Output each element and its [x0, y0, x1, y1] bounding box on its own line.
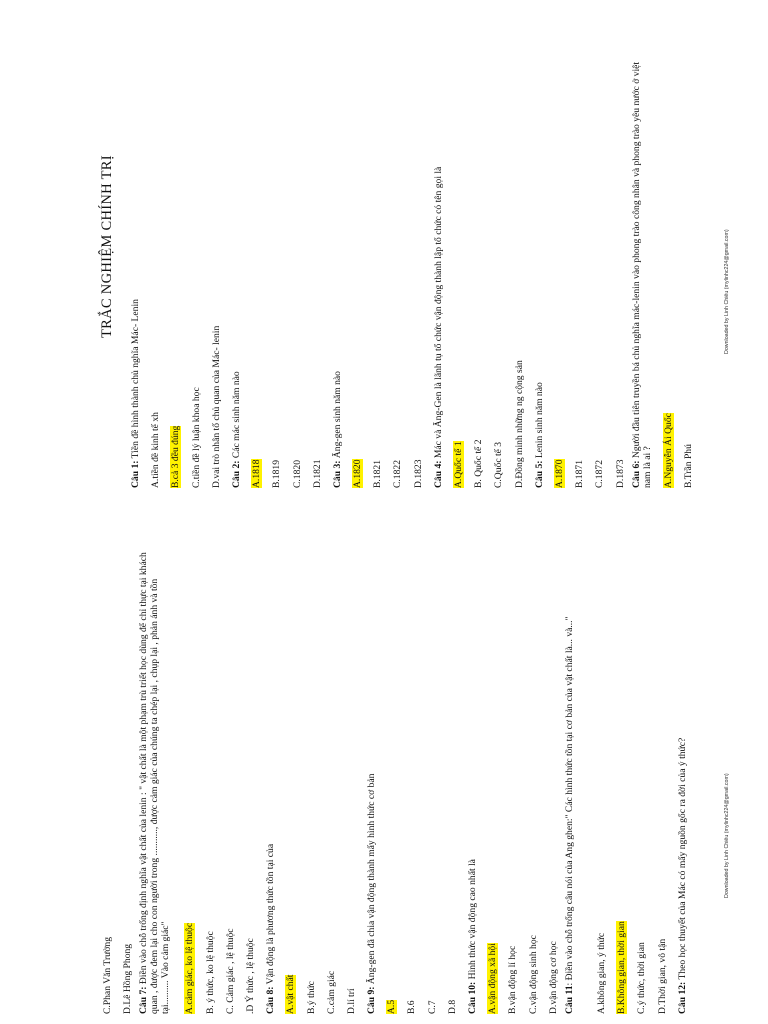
answer-option: [302, 534, 322, 1014]
answer-option: [611, 88, 631, 488]
answer-option-text: B. Quốc tế 2: [473, 439, 485, 488]
question: [429, 88, 449, 488]
answer-option-text: A.vật chất: [285, 974, 297, 1014]
answer-option-correct: [166, 88, 186, 488]
answer-option-text: C.Quốc tế 3: [493, 441, 505, 488]
answer-option-correct: [180, 534, 200, 1014]
answer-option-text: B.Trần Phú: [682, 444, 694, 488]
answer-option-text: B.1821: [372, 460, 384, 488]
answer-option-text: D.1873: [614, 459, 626, 488]
question-text: : Điền vào chỗ trống câu nói của Ang ghen:" Các hình thức tồn tại cơ bản của vật chất là... và...": [563, 616, 575, 986]
answer-option-correct: [659, 88, 679, 488]
answer-option: [423, 534, 443, 1014]
question: [631, 58, 657, 488]
question: [328, 88, 348, 488]
answer-option-text: B.1871: [574, 460, 586, 488]
right-page-content: [126, 61, 699, 488]
question: [138, 544, 174, 1014]
answer-option: [342, 534, 362, 1014]
answer-option-correct: [247, 88, 267, 488]
answer-option-text: A.vận động xã hội: [487, 943, 499, 1014]
answer-option-text: B. ý thức, ko lệ thuộc: [204, 931, 216, 1014]
answer-option-text: C.Phan Văn Trường: [102, 936, 113, 1014]
answer-option: [221, 534, 241, 1014]
question-number: Câu 11: [563, 985, 575, 1014]
answer-option: [503, 534, 523, 1014]
question-number: Câu 8:: [265, 986, 277, 1014]
question: [126, 88, 146, 488]
answer-option: [402, 534, 422, 1014]
question-number: Câu 10:: [467, 981, 478, 1014]
answer-option-text: D.8: [446, 999, 458, 1014]
answer-option: [592, 534, 612, 1014]
question-number: Câu 7:: [138, 986, 150, 1014]
footer-left: Downloaded by Linh Chiêu (mylinhc224@gmail.com): [724, 773, 730, 898]
answer-option-text: A.không gian, ý thức: [595, 932, 607, 1014]
question-text: Ăng-gen sinh năm nào: [331, 371, 343, 461]
answer-option-text: D.Lê Hồng Phong: [122, 943, 134, 1014]
answer-option-correct: [348, 88, 368, 488]
answer-option: [570, 88, 590, 488]
answer-option: [409, 88, 429, 488]
answer-option-text: A.1820: [352, 459, 364, 488]
question: [463, 534, 483, 1014]
question: [673, 534, 693, 1014]
answer-option: [241, 534, 261, 1014]
answer-option: [146, 88, 166, 488]
question-text: Theo học thuyết của Mác có mấy nguồn gốc ra đời của ý thức?: [676, 737, 688, 982]
question-number: Câu 9:: [366, 986, 378, 1014]
answer-option: [489, 88, 509, 488]
question-text: Tiền đề hình thành chủ nghĩa Mác- Lenin: [130, 299, 141, 461]
answer-option: [632, 534, 652, 1014]
answer-option-text: A.tiền đề kinh tế xh: [150, 412, 162, 488]
answer-option-text: C.1820: [291, 460, 303, 488]
question-text: Điền vào chỗ trống định nghĩa vật chất của lenin : " vật chất là một phạm trù triết học dùng để chỉ thực tại khách quan , được đem lại cho con người trong ..........., được cảm giác của chúng ta chép lại , chụp lại , phản ánh và tồn tại.......... Vào cảm giác": [138, 552, 172, 1014]
question-text: Mác và Ăng-Gen là lãnh tụ tổ chức vận động thành lập tổ chức có tên gọi là: [432, 166, 444, 461]
answer-option: [207, 88, 227, 488]
answer-option-text: B.vận động lí học: [507, 945, 519, 1014]
answer-option-correct: [550, 88, 570, 488]
question: [227, 88, 247, 488]
document-title: TRẮC NGHIỆM CHÍNH TRỊ: [99, 155, 115, 338]
question-number: Câu 3:: [331, 460, 343, 488]
answer-option-text: A.1818: [251, 459, 263, 488]
answer-option-text: C.7: [426, 1000, 438, 1014]
question-number: Câu 4:: [432, 460, 444, 488]
answer-option-text: D.1821: [311, 459, 323, 488]
answer-option-text: C.cảm giác: [325, 970, 337, 1014]
answer-option-text: A.Quốc tế 1: [453, 441, 464, 488]
answer-option: [288, 88, 308, 488]
answer-option-text: B.ý thức: [305, 981, 317, 1014]
answer-option: [308, 88, 328, 488]
answer-option-text: .D Ý thức , lệ thuộc: [244, 938, 256, 1014]
question-text: Người đầu tiên truyền bá chủ nghĩa mác-lenin vào phong trào công nhân và phong trào yêu nước ở việt nam là ai ?: [630, 61, 653, 488]
answer-option-text: B.cả 3 đều đúng: [170, 425, 182, 488]
answer-option-text: A.5: [386, 999, 398, 1014]
answer-option-correct: [449, 88, 469, 488]
answer-option-correct: [483, 534, 503, 1014]
question-text: Lenin sinh năm nào: [533, 382, 545, 461]
answer-option: [267, 88, 287, 488]
answer-option-correct: [382, 534, 402, 1014]
answer-option-text: D.Đồng minh những ng cộng sản: [513, 360, 525, 488]
answer-option-text: D.Thời gian, vô tận: [656, 938, 668, 1014]
answer-option-text: A.Nguyễn Ái Quốc: [662, 413, 674, 488]
answer-option-text: B.Không gian, thời gian: [616, 921, 628, 1014]
answer-option-text: D.lí trí: [345, 988, 357, 1014]
footer-right: Downloaded by Linh Chiêu (mylinhc224@gmail.com): [724, 229, 730, 354]
answer-option: [510, 88, 530, 488]
answer-option: [443, 534, 463, 1014]
answer-option-text: A.1870: [553, 459, 565, 488]
question-number: Câu 1:: [130, 460, 141, 488]
answer-option: [590, 88, 610, 488]
answer-option: [524, 534, 544, 1014]
question: [530, 88, 550, 488]
answer-option: [187, 88, 207, 488]
answer-option: [201, 534, 221, 1014]
answer-option: [469, 88, 489, 488]
answer-option: [544, 534, 564, 1014]
question-number: Câu 6:: [630, 460, 642, 488]
answer-option: [322, 534, 342, 1014]
answer-option-text: D.vai trò nhân tố chủ quan của Mác- lenin: [210, 325, 222, 488]
answer-option-text: A.cảm giác, ko lệ thuộc: [184, 922, 196, 1014]
answer-option-text: C.ý thức, thời gian: [636, 942, 648, 1014]
question-text: Các mác sinh năm nào: [230, 371, 242, 461]
answer-option: [118, 534, 138, 1014]
answer-option: [388, 88, 408, 488]
answer-option-text: B.1819: [271, 460, 283, 488]
question-number: Câu 5:: [533, 460, 545, 488]
question: [564, 544, 590, 1014]
left-page-content: [98, 534, 693, 1014]
answer-option-text: C.1822: [392, 460, 404, 488]
answer-option-text: D.1823: [412, 459, 424, 488]
answer-option-text: B.6: [406, 1000, 418, 1014]
question: [362, 534, 382, 1014]
question-text: Ăng-gen đã chia vận động thành mấy hình thức cơ bản: [366, 773, 378, 987]
answer-option-text: C.vận động sinh học: [527, 935, 539, 1014]
answer-option: [653, 534, 673, 1014]
question: [261, 534, 281, 1014]
answer-option-correct: [612, 534, 632, 1014]
answer-option-text: C.1872: [594, 460, 606, 488]
answer-option-text: C.tiền đề lý luận khoa học: [190, 387, 202, 488]
answer-option: [679, 88, 699, 488]
answer-option: [368, 88, 388, 488]
question-text: Vận động là phương thức tồn tại của: [265, 843, 277, 987]
question-number: Câu 2:: [230, 460, 242, 488]
answer-option-text: C. Cảm giác , lệ thuộc: [224, 928, 236, 1014]
question-number: Câu 12:: [676, 981, 688, 1014]
answer-option: [98, 534, 118, 1014]
answer-option-correct: [281, 534, 301, 1014]
question-text: Hình thức vận động cao nhất là: [467, 859, 478, 982]
answer-option-text: D.vận động cơ học: [547, 941, 559, 1014]
